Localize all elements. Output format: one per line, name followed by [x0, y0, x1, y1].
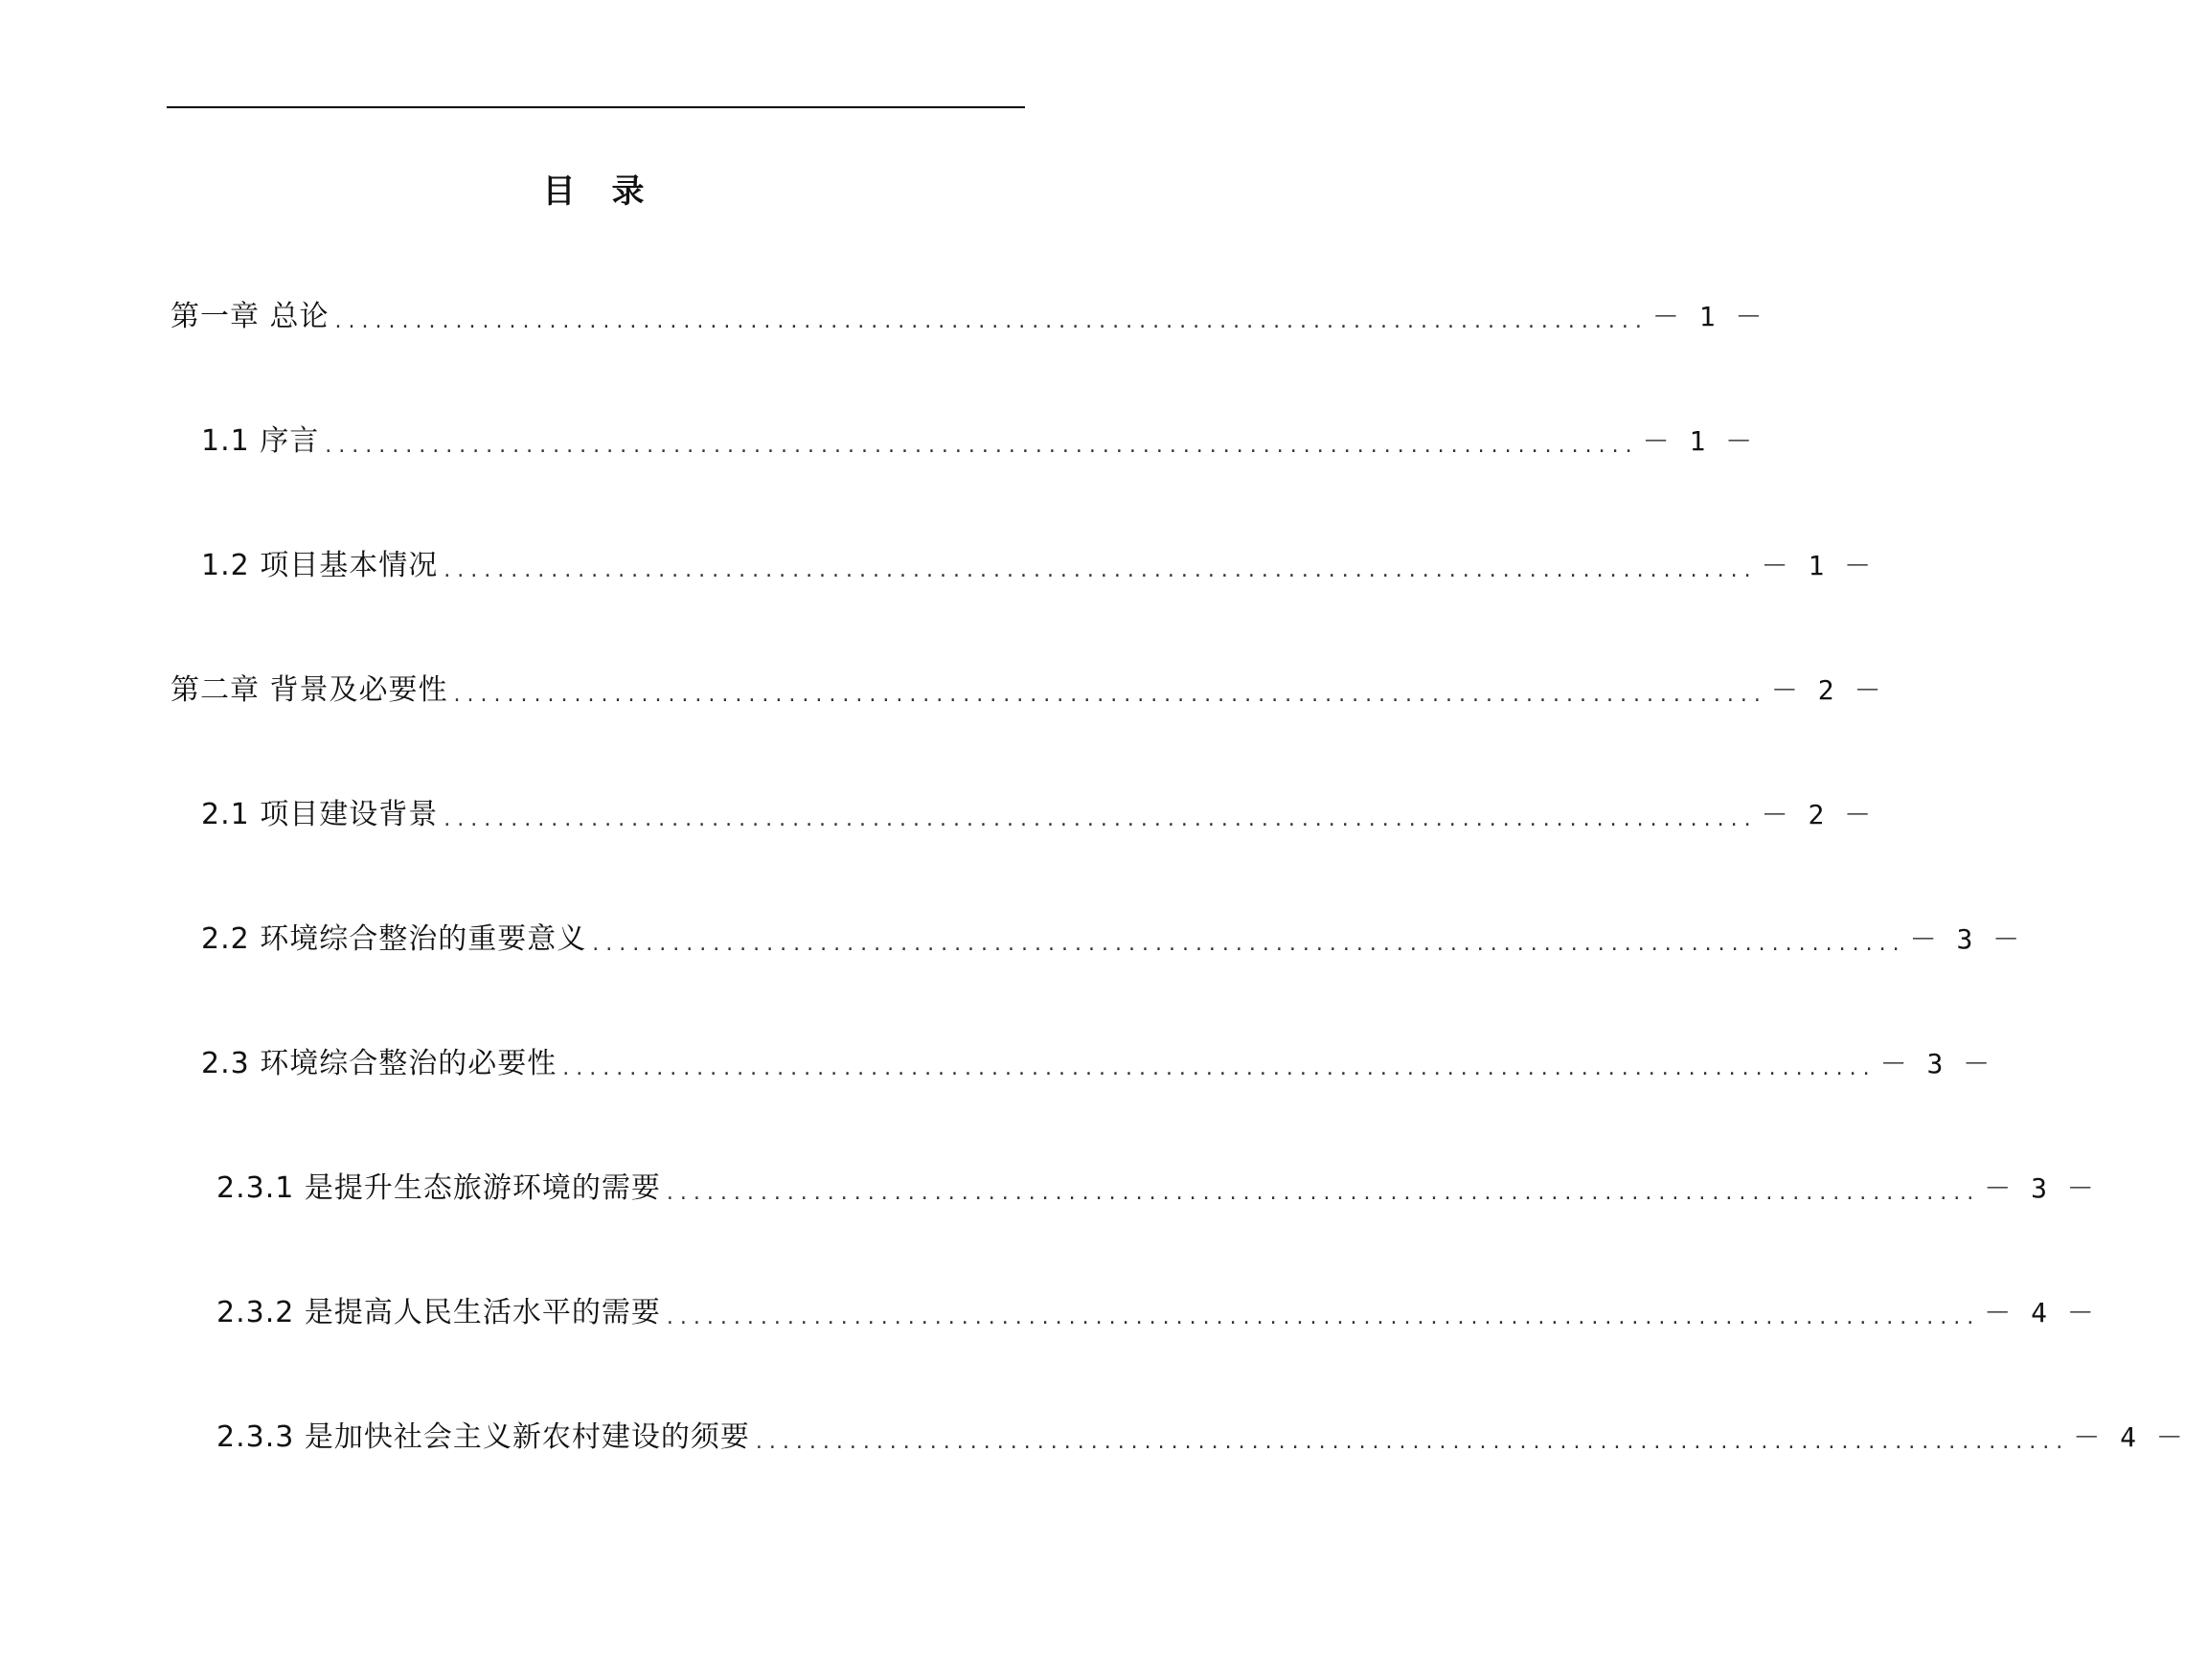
toc-entry-page: － 3 － [1909, 923, 2022, 955]
dot-leader: .................................................................................................. [444, 807, 1758, 831]
toc-entry-label: 2.3 环境综合整治的必要性 [201, 1043, 557, 1085]
dot-leader: .................................................................................................. [444, 558, 1758, 582]
toc-entry-2-2[interactable] [201, 919, 2022, 961]
toc-entry-page: － 4 － [2073, 1421, 2185, 1453]
dot-leader: .................................................................................................. [592, 932, 1906, 956]
toc-entry-chapter-2[interactable] [171, 670, 1883, 712]
toc-entry-2-3-1[interactable] [216, 1168, 2096, 1210]
toc-entry-label: 1.2 项目基本情况 [201, 545, 438, 587]
toc-entry-label: 2.3.1 是提升生态旅游环境的需要 [216, 1168, 661, 1210]
toc-entry-label: 2.3.3 是加快社会主义新农村建设的须要 [216, 1417, 750, 1459]
dot-leader: .................................................................................................. [562, 1056, 1877, 1080]
dot-leader: .................................................................................................. [334, 309, 1649, 333]
dot-leader: .................................................................................................. [325, 434, 1639, 458]
toc-entry-page: － 3 － [1879, 1048, 1992, 1079]
toc-entry-page: － 3 － [1984, 1172, 2096, 1204]
toc-entry-chapter-1[interactable] [171, 296, 1764, 338]
dot-leader: .................................................................................................. [666, 1181, 1981, 1205]
toc-entry-page: － 2 － [1761, 799, 1874, 830]
dot-leader: .................................................................................................. [755, 1430, 2070, 1454]
toc-entry-label: 1.1 序言 [201, 420, 319, 463]
toc-entry-page: － 1 － [1642, 425, 1755, 457]
toc-entry-2-3-2[interactable] [216, 1292, 2096, 1334]
toc-entry-page: － 4 － [1984, 1297, 2096, 1328]
toc-entry-1-2[interactable] [201, 545, 1874, 587]
toc-entry-label: 2.3.2 是提高人民生活水平的需要 [216, 1292, 661, 1334]
dot-leader: .................................................................................................. [453, 683, 1767, 707]
toc-entry-label: 第二章 背景及必要性 [171, 670, 448, 712]
toc-entry-1-1[interactable] [201, 420, 1755, 463]
toc-entry-label: 2.1 项目建设背景 [201, 794, 438, 836]
toc-entry-2-3[interactable] [201, 1043, 1992, 1085]
toc-entry-2-1[interactable] [201, 794, 1874, 836]
toc-entry-2-3-3[interactable] [216, 1417, 2185, 1459]
toc-entry-page: － 2 － [1770, 674, 1883, 706]
toc-entry-page: － 1 － [1651, 301, 1764, 332]
toc-title: 目 录 [542, 172, 647, 211]
toc-entry-page: － 1 － [1761, 550, 1874, 581]
toc-entry-label: 第一章 总论 [171, 296, 330, 338]
toc-entry-label: 2.2 环境综合整治的重要意义 [201, 919, 586, 961]
dot-leader: .................................................................................................. [666, 1305, 1981, 1329]
